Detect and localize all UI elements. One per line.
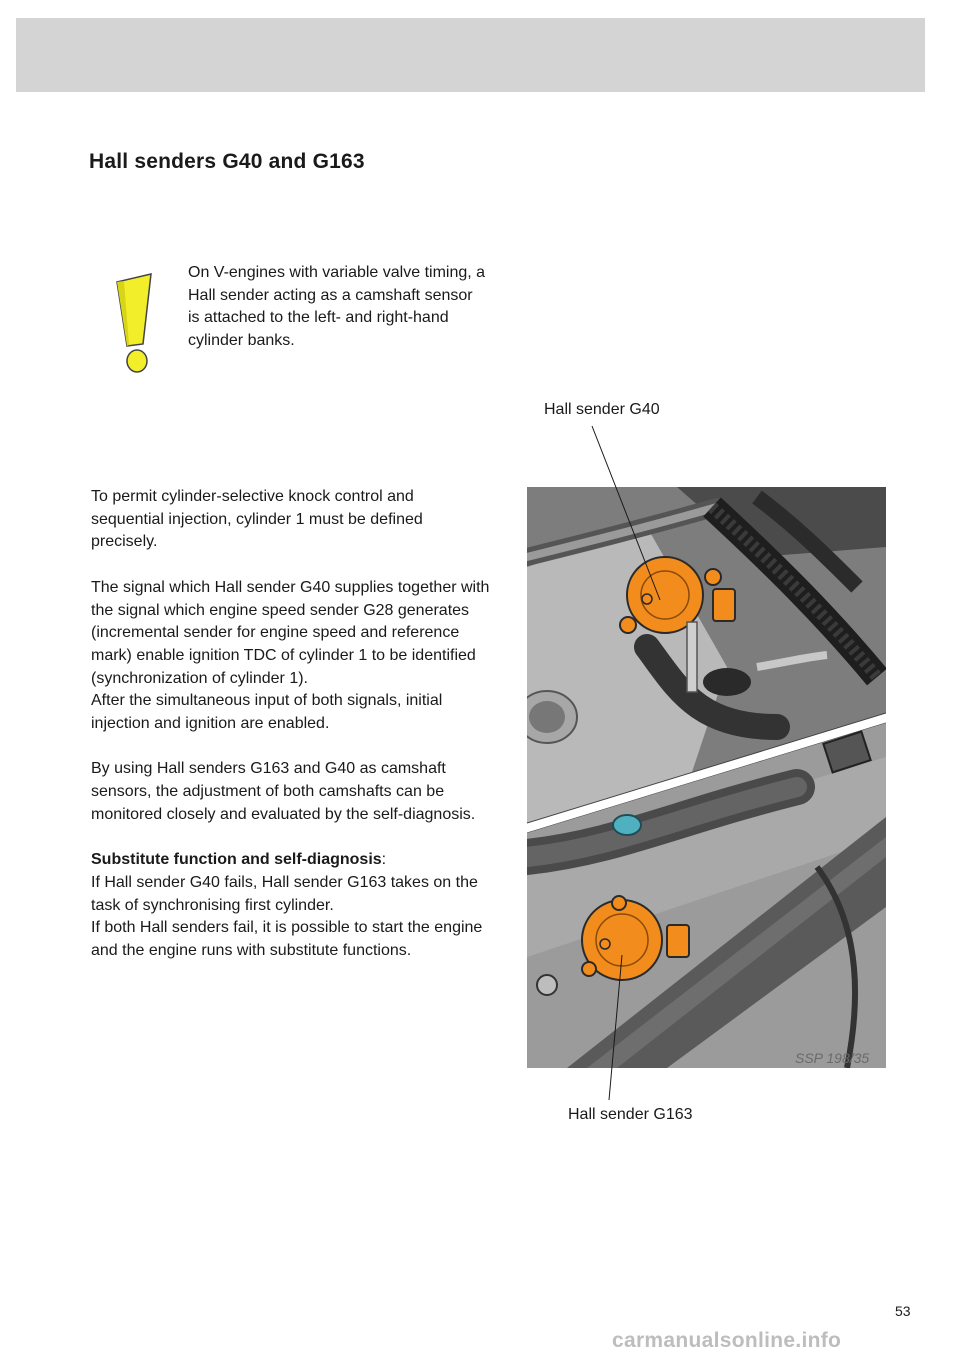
warning-note: On V-engines with variable valve timing, a Hall sender acting as a camshaft sensor is attached to the left- and right-hand cylinder banks. [188, 264, 486, 349]
engine-illustration [527, 487, 886, 1068]
warning-exclamation-icon [110, 270, 158, 378]
label-hall-sender-g40: Hall sender G40 [544, 401, 660, 418]
page-number: 53 [895, 1303, 911, 1319]
watermark: carmanualsonline.info [612, 1329, 842, 1352]
substitute-heading: Substitute function and self-diagnosis [91, 851, 382, 869]
figure-code: SSP 198/35 [795, 1050, 870, 1066]
paragraph-cylinder-definition: To permit cylinder-selective knock control and sequential injection, cylinder 1 must be defined precisely. [91, 488, 423, 551]
substitute-heading-colon: : [381, 851, 387, 869]
paragraph-signal [91, 577, 491, 736]
paragraph-signal-text: The signal which Hall sender G40 supplies together with the signal which engine speed sender G28 generates (incremental sender for engine speed and reference mark) enable ignition TDC of cylinder 1 to be identified (synchronization of cylinder 1). [91, 578, 490, 687]
substitute-both-fail: If both Hall senders fail, it is possible to start the engine and the engine runs with substitute functions. [91, 919, 483, 960]
paragraph-signal-followup: After the simultaneous input of both signals, initial injection and ignition are enabled. [91, 692, 443, 733]
paragraph-substitute [91, 849, 491, 963]
header-band [16, 18, 925, 92]
paragraph-camshaft-monitoring: By using Hall senders G163 and G40 as camshaft sensors, the adjustment of both camshafts can be monitored closely and evaluated by the self-diagnosis. [91, 760, 476, 823]
page-title: Hall senders G40 and G163 [89, 150, 365, 173]
label-hall-sender-g163: Hall sender G163 [568, 1106, 693, 1123]
body-text [91, 486, 491, 985]
substitute-g40-fail: If Hall sender G40 fails, Hall sender G163 takes on the task of synchronising first cylinder. [91, 873, 478, 914]
